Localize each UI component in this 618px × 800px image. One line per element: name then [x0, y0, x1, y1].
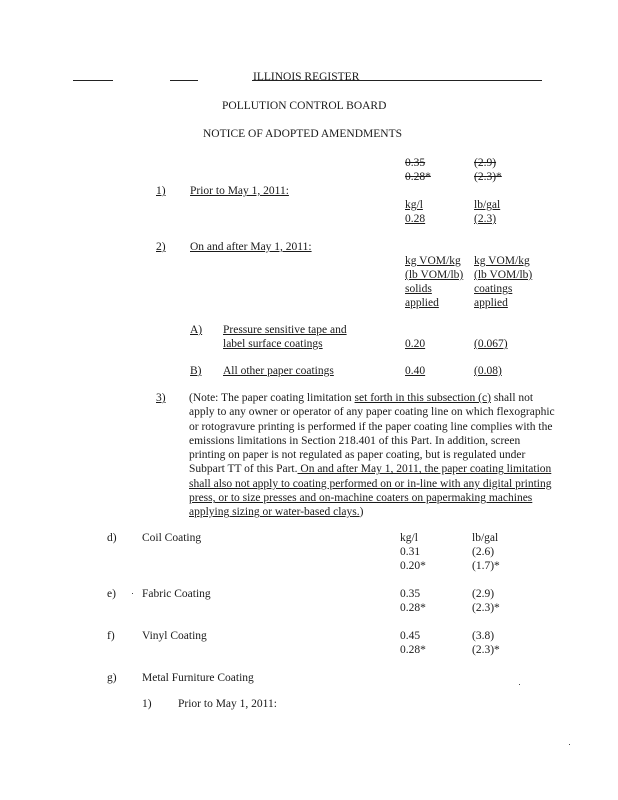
item2-number: 2) [156, 241, 166, 253]
d-unit-kg: kg/l [400, 532, 418, 544]
old-kg-1: 0.35 [405, 157, 426, 169]
old-lb-1: (2.9) [474, 157, 497, 169]
item2-col1-line1: kg VOM/kg [405, 255, 461, 267]
e-letter: e) [107, 588, 116, 600]
note-text-a: (Note: The paper coating limitation [189, 392, 355, 404]
item2a-label-1: Pressure sensitive tape and [223, 324, 347, 336]
item2a-label-2: label surface coatings [223, 338, 323, 350]
item2-col1-line2: (lb VOM/lb) [405, 269, 464, 281]
item1-unit-kg: kg/l [405, 199, 423, 211]
item2a-letter: A) [190, 324, 203, 336]
f-v1-kg: 0.45 [400, 630, 421, 642]
note-text-b: shall not apply to any owner or operator of any paper coating line on which flexographic or rotogravure printing is performed if the paper coating line complies with the emissions limitations in Section 218.401 of this Part. In addition, screen printing on paper is not regulated as paper coating, but is regulated under Subpart TT of this Part. [189, 392, 555, 476]
item2-col1-line3: solids [405, 283, 432, 295]
item1-val-lb: (2.3) [474, 213, 497, 225]
d-v1-lb: (2.6) [472, 546, 495, 558]
register-title: ILLINOIS REGISTER [253, 71, 360, 83]
d-v1-kg: 0.31 [400, 546, 421, 558]
item2b-val-kg: 0.40 [405, 365, 426, 377]
old-lb-2: (2.3)* [474, 171, 502, 183]
board-title: POLLUTION CONTROL BOARD [222, 100, 387, 112]
item1-number: 1) [156, 185, 166, 197]
item3-note-paragraph [189, 391, 557, 520]
d-letter: d) [107, 532, 117, 544]
f-v2-lb: (2.3)* [472, 644, 500, 656]
g-label: Metal Furniture Coating [142, 672, 254, 684]
e-v2-kg: 0.28* [400, 602, 426, 614]
scan-speck [132, 593, 133, 594]
item2b-letter: B) [190, 365, 202, 377]
item2-col2-line4: applied [474, 297, 508, 309]
notice-title: NOTICE OF ADOPTED AMENDMENTS [203, 128, 403, 140]
d-unit-lb: lb/gal [472, 532, 499, 544]
e-v2-lb: (2.3)* [472, 602, 500, 614]
header-rule-mid [170, 80, 198, 81]
item1-unit-lb: lb/gal [474, 199, 501, 211]
e-v1-kg: 0.35 [400, 588, 421, 600]
f-letter: f) [107, 630, 115, 642]
item1-label: Prior to May 1, 2011: [190, 185, 289, 197]
item2b-val-lb: (0.08) [474, 365, 502, 377]
item2a-val-lb: (0.067) [474, 338, 508, 350]
f-v2-kg: 0.28* [400, 644, 426, 656]
item2-col2-line1: kg VOM/kg [474, 255, 530, 267]
scan-speck [569, 744, 570, 745]
e-label: Fabric Coating [142, 588, 211, 600]
d-v2-lb: (1.7)* [472, 560, 500, 572]
header-rule-left [73, 80, 113, 81]
note-text-amendment: On and after May 1, 2011, the paper coating limitation shall also not apply to coating performed on or in-line with any digital printing press, or to size presses and on-machine coaters on papermaking machines applying sizing or water-based clays. [189, 463, 552, 519]
item2a-val-kg: 0.20 [405, 338, 426, 350]
note-text-underlined: set forth in this subsection (c) [354, 392, 491, 404]
item2-col1-line4: applied [405, 297, 439, 309]
note-text-end: ) [359, 506, 364, 519]
g-sub-label: Prior to May 1, 2011: [178, 698, 277, 710]
g-sub-number: 1) [142, 698, 152, 710]
d-label: Coil Coating [142, 532, 202, 544]
item2b-label: All other paper coatings [223, 365, 334, 377]
item2-label: On and after May 1, 2011: [190, 241, 312, 253]
e-v1-lb: (2.9) [472, 588, 495, 600]
item2-col2-line2: (lb VOM/lb) [474, 269, 533, 281]
f-v1-lb: (3.8) [472, 630, 495, 642]
scan-speck [519, 684, 520, 685]
g-letter: g) [107, 672, 117, 684]
d-v2-kg: 0.20* [400, 560, 426, 572]
item2-col2-line3: coatings [474, 283, 513, 295]
item3-number: 3) [156, 392, 166, 404]
old-kg-2: 0.28* [405, 171, 431, 183]
f-label: Vinyl Coating [142, 630, 207, 642]
item1-val-kg: 0.28 [405, 213, 426, 225]
